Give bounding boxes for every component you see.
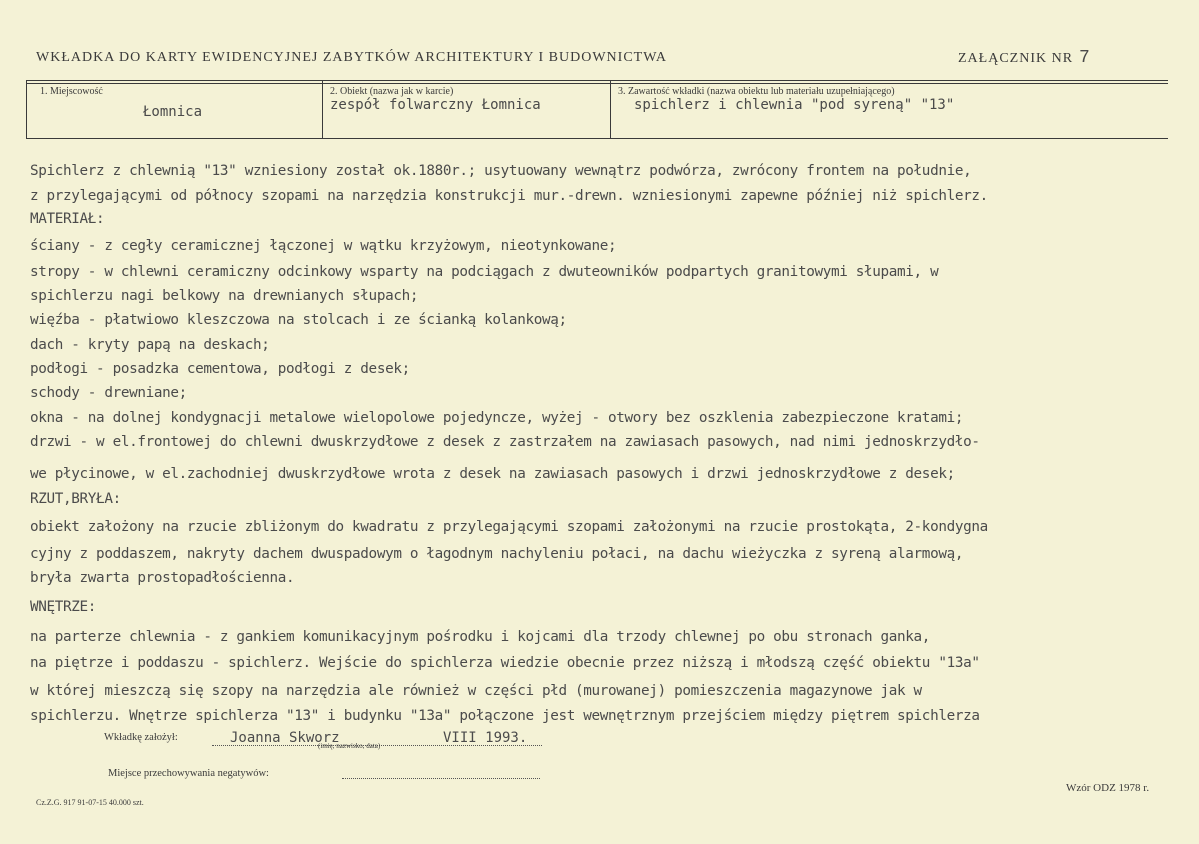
body-line: schody - drewniane; [30,385,187,401]
body-line: drzwi - w el.frontowej do chlewni dwuskrzydłowe z desek z zastrzałem na zawiasach pasowych, nad nimi jednoskrzydło- [30,434,980,450]
section-heading-material: MATERIAŁ: [30,211,105,227]
print-info: Cz.Z.G. 917 91-07-15 40.000 szt. [36,798,144,807]
table-divider-1 [322,80,323,138]
body-line: w której mieszczą się szopy na narzędzia ale również w części płd (murowanej) pomieszczenia magazynowe jak w [30,683,922,699]
body-line: spichlerzu. Wnętrze spichlerza "13" i budynku "13a" połączone jest wewnętrznym przejściem między piętrem spichlerza [30,708,980,724]
locality-label: 1. Miejscowość [40,86,103,97]
table-top-rule-inner [26,83,1168,84]
negatives-location-dotted-line [342,778,540,779]
body-line: ściany - z cegły ceramicznej łączonej w wątku krzyżowym, nieotynkowane; [30,238,617,254]
compiled-date: VIII 1993. [443,730,528,746]
content-label: 3. Zawartość wkładki (nazwa obiektu lub materiału uzupełniającego) [618,86,895,97]
compiled-by-name: Joanna Skworz [230,730,340,746]
form-model: Wzór ODZ 1978 r. [1066,782,1150,794]
card-title: WKŁADKA DO KARTY EWIDENCYJNEJ ZABYTKÓW ARCHITEKTURY I BUDOWNICTWA [36,50,667,65]
body-line: spichlerzu nagi belkowy na drewnianych słupach; [30,288,419,304]
body-line: bryła zwarta prostopadłościenna. [30,570,295,586]
section-heading-interior: WNĘTRZE: [30,599,97,615]
body-line: dach - kryty papą na deskach; [30,337,270,353]
section-heading-plan: RZUT,BRYŁA: [30,491,121,507]
table-bottom-rule [26,138,1168,139]
compiled-by-label: Wkładkę założył: [104,732,178,743]
body-line: cyjny z poddaszem, nakryty dachem dwuspadowym o łagodnym nachyleniu połaci, na dachu wieżyczka z syreną alarmową, [30,546,964,562]
attachment-number: 7 [1079,48,1091,68]
content-value: spichlerz i chlewnia "pod syreną" "13" [634,97,955,113]
attachment-number-block [958,48,1091,68]
body-line: we płycinowe, w el.zachodniej dwuskrzydłowe wrota z desek na zawiasach pasowych i drzwi jednoskrzydłowe z desek; [30,466,955,482]
body-line: więźba - płatwiowo kleszczowa na stolcach i ze ścianką kolankową; [30,312,567,328]
body-line: stropy - w chlewni ceramiczny odcinkowy wsparty na podciągach z dwuteowników podpartych granitowymi słupami, w [30,264,939,280]
body-line: na piętrze i poddaszu - spichlerz. Wejście do spichlerza wiedzie obecnie przez niższą i młodszą część obiektu "13a" [30,655,980,671]
body-line: obiekt założony na rzucie zbliżonym do kwadratu z przylegającymi szopami założonymi na rzucie prostokąta, 2-kondygna [30,519,988,535]
body-line: podłogi - posadzka cementowa, podłogi z desek; [30,361,410,377]
object-value: zespół folwarczny Łomnica [330,97,541,113]
object-label: 2. Obiekt (nazwa jak w karcie) [330,86,454,97]
table-divider-2 [610,80,611,138]
negatives-location-label: Miejsce przechowywania negatywów: [108,768,269,779]
body-line: na parterze chlewnia - z gankiem komunikacyjnym pośrodku i kojcami dla trzody chlewnej po obu stronach ganka, [30,629,931,645]
table-left-border [26,80,27,138]
body-line: Spichlerz z chlewnią "13" wzniesiony został ok.1880r.; usytuowany wewnątrz podwórza, zwrócony frontem na południe, [30,163,972,179]
body-line: okna - na dolnej kondygnacji metalowe wielopolowe pojedyncze, wyżej - otwory bez oszklenia zabezpieczone kratami; [30,410,964,426]
table-top-rule [26,80,1168,81]
attachment-label: ZAŁĄCZNIK NR [958,51,1074,66]
body-line: z przylegającymi od północy szopami na narzędzia konstrukcji mur.-drewn. wzniesionymi zapewne później niż spichlerz. [30,188,988,204]
locality-value: Łomnica [143,104,203,120]
compiled-by-hint: (imię, nazwisko, data) [318,742,381,750]
